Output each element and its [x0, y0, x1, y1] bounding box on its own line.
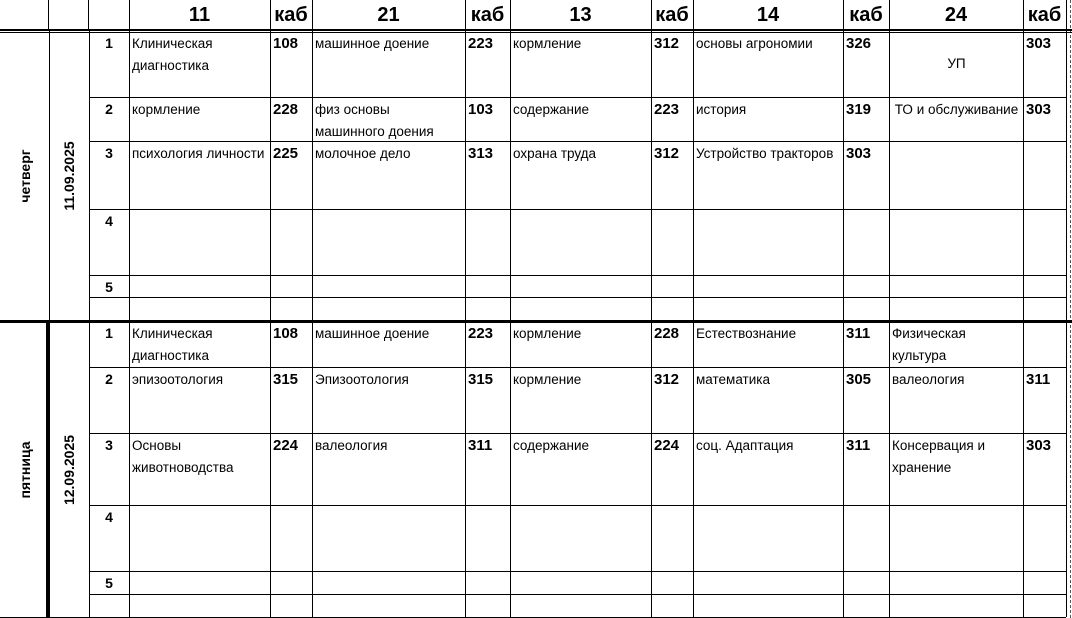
lesson-number: 3: [105, 437, 113, 453]
room-cell: 303: [1026, 437, 1052, 454]
day-label-friday: пятница: [17, 441, 33, 499]
lesson-number: 5: [105, 575, 113, 591]
subject-cell: машинное доение: [315, 36, 430, 51]
lesson-number: 4: [105, 509, 113, 525]
subject-cell: Основы животноводства: [132, 438, 234, 475]
subject-cell: [129, 506, 270, 571]
header-rule: [0, 29, 1072, 31]
room-cell: [843, 276, 889, 297]
subject-cell: Естествознание: [696, 326, 797, 341]
header-group-1: 11: [188, 4, 211, 26]
header-group-2: 21: [377, 4, 400, 26]
room-cell: 312: [654, 145, 680, 162]
room-cell: [651, 210, 693, 275]
room-cell: [1023, 210, 1066, 275]
subject-cell: кормление: [132, 102, 201, 117]
room-cell: 311: [846, 437, 871, 454]
room-cell: [1023, 572, 1066, 594]
room-cell: [651, 506, 693, 571]
subject-cell: физ основы машинного доения: [315, 102, 434, 139]
header-room-4: каб: [849, 4, 883, 26]
grid-vline: [48, 0, 49, 31]
room-cell: [1023, 322, 1066, 367]
subject-cell: УП: [947, 56, 966, 71]
room-cell: [651, 572, 693, 594]
subject-cell: [889, 506, 1023, 571]
room-cell: 305: [846, 371, 872, 388]
subject-cell: содержание: [513, 102, 590, 117]
header-room-3: каб: [655, 4, 689, 26]
subject-cell: математика: [696, 372, 770, 387]
room-cell: 315: [468, 371, 494, 388]
subject-cell: [889, 276, 1023, 297]
room-cell: [270, 572, 312, 594]
subject-cell: [129, 276, 270, 297]
room-cell: 103: [468, 101, 494, 118]
subject-cell: валеология: [315, 438, 388, 453]
subject-cell: Физическая культура: [892, 326, 966, 363]
subject-cell: [889, 572, 1023, 594]
lesson-number: 1: [105, 35, 113, 51]
lesson-number: 1: [105, 325, 113, 341]
room-cell: [465, 506, 510, 571]
room-cell: [1023, 276, 1066, 297]
subject-cell: охрана труда: [513, 146, 597, 161]
room-cell: 311: [468, 437, 493, 454]
room-cell: [843, 210, 889, 275]
room-cell: 312: [654, 371, 680, 388]
room-cell: [843, 572, 889, 594]
subject-cell: кормление: [513, 36, 582, 51]
subject-cell: ТО и обслуживание: [894, 102, 1019, 117]
lesson-number: 3: [105, 145, 113, 161]
subject-cell: [510, 210, 651, 275]
subject-cell: [510, 276, 651, 297]
room-cell: 312: [654, 35, 680, 52]
subject-cell: [889, 142, 1023, 209]
subject-cell: соц. Адаптация: [696, 438, 794, 453]
subject-cell: история: [696, 102, 747, 117]
header-room-2: каб: [470, 4, 505, 26]
room-cell: 108: [273, 325, 299, 342]
subject-cell: психология личности: [132, 146, 265, 161]
subject-cell: кормление: [513, 326, 582, 341]
room-cell: [651, 276, 693, 297]
friday-left-rule: [46, 321, 49, 618]
lesson-number: 5: [105, 279, 113, 295]
room-cell: 303: [846, 145, 872, 162]
subject-cell: [693, 210, 843, 275]
header-room-1: каб: [274, 4, 308, 26]
room-cell: [465, 210, 510, 275]
page-break-line: [1070, 0, 1071, 618]
row-rule: [89, 297, 1066, 298]
subject-cell: Эпизоотология: [315, 372, 409, 387]
subject-cell: Клиническая диагностика: [132, 36, 213, 73]
room-cell: [270, 276, 312, 297]
room-cell: 303: [1026, 101, 1052, 118]
header-group-5: 24: [944, 4, 968, 26]
row-rule: [89, 594, 1066, 595]
room-cell: [1023, 142, 1066, 209]
subject-cell: [312, 572, 465, 594]
room-cell: [465, 276, 510, 297]
room-cell: 223: [468, 35, 494, 52]
room-cell: [843, 506, 889, 571]
subject-cell: молочное дело: [315, 146, 411, 161]
room-cell: 224: [654, 437, 680, 454]
lesson-number: 4: [105, 213, 113, 229]
subject-cell: [312, 506, 465, 571]
subject-cell: Клиническая диагностика: [132, 326, 213, 363]
subject-cell: [693, 572, 843, 594]
subject-cell: [510, 572, 651, 594]
subject-cell: кормление: [513, 372, 582, 387]
header-group-4: 14: [756, 4, 780, 26]
lesson-number: 2: [105, 371, 113, 387]
room-cell: [1023, 506, 1066, 571]
room-cell: 313: [468, 145, 494, 162]
day-label-thursday: четверг: [17, 149, 33, 203]
subject-cell: содержание: [513, 438, 590, 453]
subject-cell: [312, 210, 465, 275]
date-label-thursday: 11.09.2025: [61, 141, 77, 211]
grid-vline: [1066, 0, 1067, 617]
subject-cell: Консервация и хранение: [892, 438, 985, 475]
room-cell: 223: [468, 325, 494, 342]
room-cell: 223: [654, 101, 680, 118]
subject-cell: [312, 276, 465, 297]
date-label-friday: 12.09.2025: [61, 434, 77, 506]
grid-vline: [88, 0, 89, 31]
subject-cell: эпизоотология: [132, 372, 224, 387]
room-cell: 228: [273, 101, 299, 118]
room-cell: 326: [846, 35, 872, 52]
header-group-3: 13: [569, 4, 592, 26]
lesson-number: 2: [105, 101, 113, 117]
subject-cell: [129, 210, 270, 275]
subject-cell: [129, 572, 270, 594]
room-cell: 311: [1026, 371, 1051, 388]
subject-cell: основы агрономии: [696, 36, 813, 51]
subject-cell: [510, 506, 651, 571]
room-cell: 224: [273, 437, 299, 454]
room-cell: 311: [846, 325, 871, 342]
grid-vline: [49, 31, 50, 617]
header-room-5: каб: [1027, 4, 1062, 26]
room-cell: [270, 210, 312, 275]
room-cell: 108: [273, 35, 299, 52]
room-cell: 303: [1026, 35, 1052, 52]
subject-cell: машинное доение: [315, 326, 430, 341]
subject-cell: Устройство тракторов: [696, 146, 834, 161]
room-cell: 319: [846, 101, 872, 118]
room-cell: 228: [654, 325, 680, 342]
subject-cell: [693, 506, 843, 571]
subject-cell: [693, 276, 843, 297]
room-cell: [270, 506, 312, 571]
subject-cell: валеология: [892, 372, 965, 387]
room-cell: 225: [273, 145, 299, 162]
subject-cell: [889, 210, 1023, 275]
room-cell: [465, 572, 510, 594]
room-cell: 315: [273, 371, 299, 388]
